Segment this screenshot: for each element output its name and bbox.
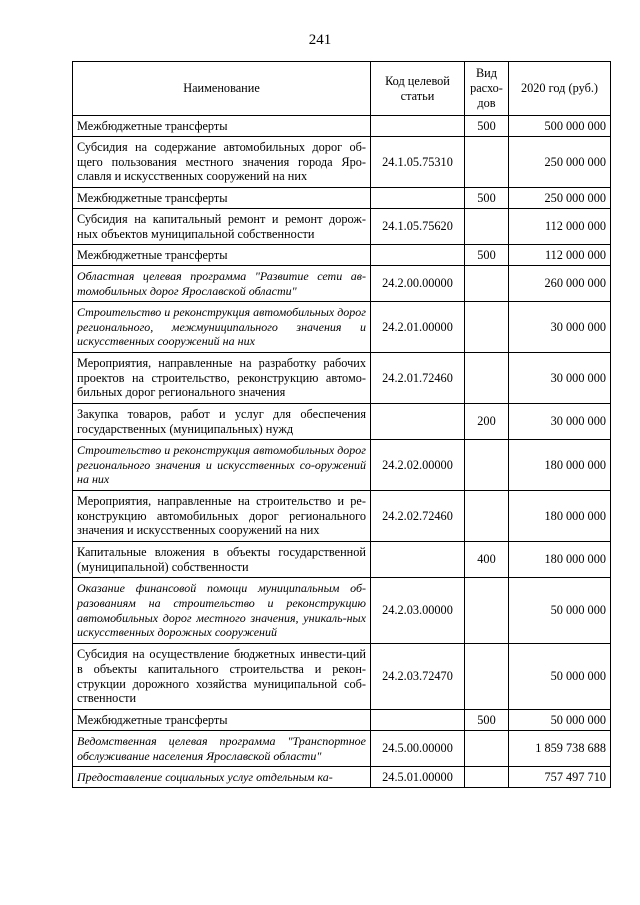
row-code-cell: 24.5.01.00000 — [371, 767, 465, 788]
row-code-cell: 24.2.03.00000 — [371, 578, 465, 644]
row-name-cell: Областная целевая программа "Развитие сети ав-томобильных дорог Ярославской области" — [73, 266, 371, 302]
row-name-cell: Субсидия на содержание автомобильных дорог об-щего пользования местного значения города Яро-славля и искусственных сооружений на них — [73, 137, 371, 188]
row-type-cell — [465, 491, 509, 542]
budget-table — [72, 61, 611, 788]
table-row — [73, 767, 611, 788]
row-amount-cell: 1 859 738 688 — [509, 731, 611, 767]
row-amount-cell: 112 000 000 — [509, 209, 611, 245]
table-row — [73, 266, 611, 302]
table-row — [73, 245, 611, 266]
row-code-cell — [371, 404, 465, 440]
row-type-cell: 400 — [465, 542, 509, 578]
row-name-cell: Субсидия на осуществление бюджетных инвести-ций в объекты капитального строительства и рекон-струкции дорожного хозяйства муниципальной соб-ственности — [73, 644, 371, 710]
row-name-cell: Строительство и реконструкция автомобильных дорог регионального, межмуниципального значения и искусственных сооружений на них — [73, 302, 371, 353]
row-name-cell: Межбюджетные трансферты — [73, 245, 371, 266]
header-type: Вид расхо-дов — [465, 62, 509, 116]
row-name-cell: Предоставление социальных услуг отдельным ка- — [73, 767, 371, 788]
row-amount-cell: 180 000 000 — [509, 491, 611, 542]
row-amount-cell: 500 000 000 — [509, 116, 611, 137]
row-amount-cell: 250 000 000 — [509, 137, 611, 188]
table-row — [73, 731, 611, 767]
row-type-cell — [465, 209, 509, 245]
table-row — [73, 209, 611, 245]
row-type-cell — [465, 353, 509, 404]
table-row — [73, 353, 611, 404]
row-name-cell: Строительство и реконструкция автомобильных дорог регионального значения и искусственных со-оружений на них — [73, 440, 371, 491]
header-name: Наименование — [73, 62, 371, 116]
row-type-cell — [465, 137, 509, 188]
row-type-cell — [465, 578, 509, 644]
row-amount-cell: 757 497 710 — [509, 767, 611, 788]
row-type-cell — [465, 266, 509, 302]
row-amount-cell: 30 000 000 — [509, 353, 611, 404]
row-code-cell: 24.2.02.72460 — [371, 491, 465, 542]
row-amount-cell: 50 000 000 — [509, 644, 611, 710]
row-code-cell: 24.2.03.72470 — [371, 644, 465, 710]
table-row — [73, 116, 611, 137]
row-code-cell: 24.2.01.00000 — [371, 302, 465, 353]
row-code-cell — [371, 116, 465, 137]
row-name-cell: Мероприятия, направленные на строительство и ре-конструкцию автомобильных дорог регионального значения и искусственных сооружений на них — [73, 491, 371, 542]
table-header-row — [73, 62, 611, 116]
row-type-cell: 200 — [465, 404, 509, 440]
row-code-cell: 24.1.05.75620 — [371, 209, 465, 245]
table-row — [73, 404, 611, 440]
row-type-cell: 500 — [465, 245, 509, 266]
row-code-cell: 24.2.02.00000 — [371, 440, 465, 491]
row-name-cell: Мероприятия, направленные на разработку рабочих проектов на строительство, реконструкцию автомо-бильных дорог регионального значения — [73, 353, 371, 404]
row-code-cell: 24.2.00.00000 — [371, 266, 465, 302]
row-amount-cell: 30 000 000 — [509, 302, 611, 353]
row-code-cell: 24.5.00.00000 — [371, 731, 465, 767]
row-amount-cell: 30 000 000 — [509, 404, 611, 440]
row-amount-cell: 50 000 000 — [509, 578, 611, 644]
row-type-cell: 500 — [465, 188, 509, 209]
page-number: 241 — [308, 32, 332, 48]
row-type-cell — [465, 731, 509, 767]
row-code-cell — [371, 188, 465, 209]
row-name-cell: Оказание финансовой помощи муниципальным об-разованиям на строительство и реконструкцию автомобильных дорог местного значения, уникаль-ных искусственных дорожных сооружений — [73, 578, 371, 644]
row-type-cell — [465, 302, 509, 353]
row-name-cell: Межбюджетные трансферты — [73, 710, 371, 731]
row-amount-cell: 260 000 000 — [509, 266, 611, 302]
header-code: Код целевой статьи — [371, 62, 465, 116]
row-amount-cell: 112 000 000 — [509, 245, 611, 266]
row-name-cell: Ведомственная целевая программа "Транспортное обслуживание населения Ярославской области" — [73, 731, 371, 767]
table-row — [73, 440, 611, 491]
table-row — [73, 578, 611, 644]
table-row — [73, 644, 611, 710]
table-row — [73, 542, 611, 578]
row-name-cell: Субсидия на капитальный ремонт и ремонт дорож-ных объектов муниципальной собственности — [73, 209, 371, 245]
row-type-cell — [465, 767, 509, 788]
table-row — [73, 188, 611, 209]
row-amount-cell: 180 000 000 — [509, 440, 611, 491]
row-code-cell — [371, 245, 465, 266]
row-amount-cell: 250 000 000 — [509, 188, 611, 209]
row-type-cell — [465, 644, 509, 710]
row-code-cell — [371, 542, 465, 578]
row-amount-cell: 50 000 000 — [509, 710, 611, 731]
table-row — [73, 302, 611, 353]
row-code-cell — [371, 710, 465, 731]
row-code-cell: 24.1.05.75310 — [371, 137, 465, 188]
row-code-cell: 24.2.01.72460 — [371, 353, 465, 404]
table-row — [73, 491, 611, 542]
row-name-cell: Закупка товаров, работ и услуг для обеспечения государственных (муниципальных) нужд — [73, 404, 371, 440]
table-row — [73, 710, 611, 731]
row-name-cell: Межбюджетные трансферты — [73, 116, 371, 137]
row-type-cell — [465, 440, 509, 491]
row-type-cell: 500 — [465, 710, 509, 731]
table-row — [73, 137, 611, 188]
row-amount-cell: 180 000 000 — [509, 542, 611, 578]
row-type-cell: 500 — [465, 116, 509, 137]
header-amount: 2020 год (руб.) — [509, 62, 611, 116]
row-name-cell: Межбюджетные трансферты — [73, 188, 371, 209]
row-name-cell: Капитальные вложения в объекты государственной (муниципальной) собственности — [73, 542, 371, 578]
